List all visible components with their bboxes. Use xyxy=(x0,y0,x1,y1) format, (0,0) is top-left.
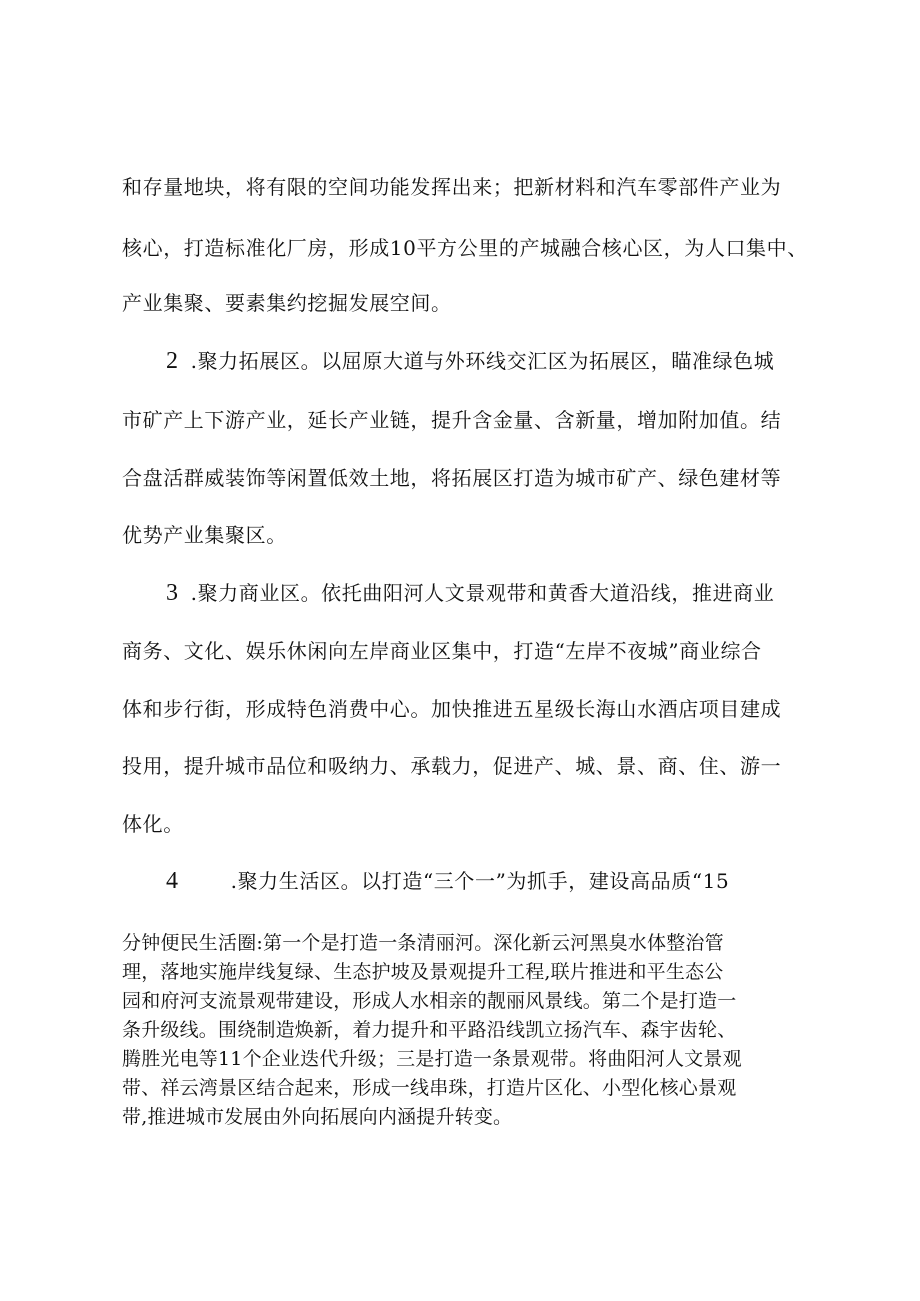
paragraph-4-line: 腾胜光电等11个企业迭代升级；三是打造一条景观带。将曲阳河人文景观 xyxy=(122,1048,742,1070)
paragraph-1-line: 核心，打造标准化厂房，形成10平方公里的产城融合核心区，为人口集中、 xyxy=(122,236,808,260)
paragraph-4-line: 分钟便民生活圈:第一个是打造一条清丽河。深化新云河黑臭水体整治管 xyxy=(122,932,724,954)
paragraph-3-first-line xyxy=(122,578,812,608)
paragraph-3-line: 商务、文化、娱乐休闲向左岸商业区集中，打造“左岸不夜城”商业综合 xyxy=(122,639,762,663)
paragraph-4-line: 园和府河支流景观带建设，形成人水相亲的靓丽风景线。第二个是打造一 xyxy=(122,990,737,1012)
paragraph-2-line: 合盘活群威装饰等闲置低效土地，将拓展区打造为城市矿产、绿色建材等 xyxy=(122,466,782,490)
paragraph-2-line: 优势产业集聚区。 xyxy=(122,523,287,547)
paragraph-4-number: 4 xyxy=(166,868,179,894)
paragraph-1-line: 产业集聚、要素集约挖掘发展空间。 xyxy=(122,291,452,315)
paragraph-4-line: 条升级线。围绕制造焕新，着力提升和平路沿线凯立扬汽车、森宇齿轮、 xyxy=(122,1019,737,1041)
paragraph-2-number: 2 xyxy=(166,348,179,374)
paragraph-4-line: 理，落地实施岸线复绿、生态护坡及景观提升工程,联片推进和平生态公 xyxy=(122,961,724,983)
paragraph-4-line: 带,推进城市发展由外向拓展向内涵提升转变。 xyxy=(122,1106,513,1128)
paragraph-2-first-line xyxy=(122,346,812,376)
paragraph-3-line: 体和步行街，形成特色消费中心。加快推进五星级长海山水酒店项目建成 xyxy=(122,697,782,721)
paragraph-4-first-line xyxy=(122,866,812,896)
paragraph-3-number: 3 xyxy=(166,580,179,606)
paragraph-3-line: 体化。 xyxy=(122,812,184,836)
paragraph-2-heading-text: .聚力拓展区。以屈原大道与外环线交汇区为拓展区，瞄准绿色城 xyxy=(190,349,775,373)
paragraph-3-heading-text: .聚力商业区。依托曲阳河人文景观带和黄香大道沿线，推进商业 xyxy=(190,581,775,605)
paragraph-4-heading-text: .聚力生活区。以打造“三个一”为抓手，建设高品质“15 xyxy=(230,869,730,893)
paragraph-2-line: 市矿产上下游产业，延长产业链，提升含金量、含新量，增加附加值。结 xyxy=(122,408,782,432)
paragraph-3-line: 投用，提升城市品位和吸纳力、承载力，促进产、城、景、商、住、游一 xyxy=(122,754,782,778)
paragraph-1-line: 和存量地块，将有限的空间功能发挥出来；把新材料和汽车零部件产业为 xyxy=(122,175,782,199)
paragraph-4-line: 带、祥云湾景区结合起来，形成一线串珠，打造片区化、小型化核心景观 xyxy=(122,1077,737,1099)
